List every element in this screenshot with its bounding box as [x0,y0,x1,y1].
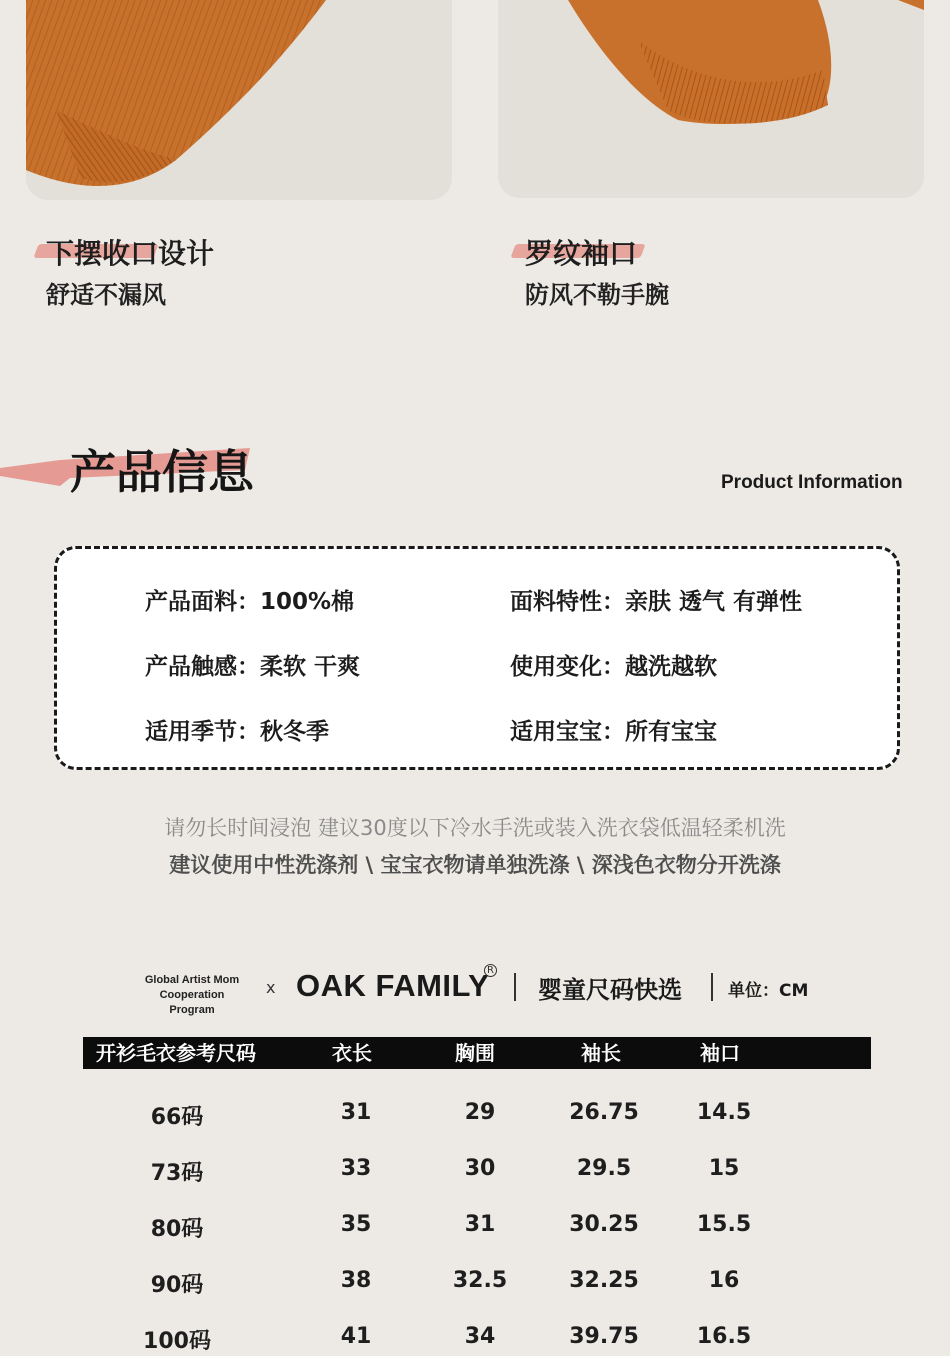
table-row [0,1212,950,1242]
cell-cuff: 15 [708,1156,740,1181]
brand-program-line-1: Global Artist Mom [144,974,240,986]
brand-program-label [138,973,246,1018]
brand-cross: x [266,978,276,997]
cell-length: 33 [340,1156,372,1181]
section-title: 产品信息 [70,445,254,499]
feature-cuff [475,230,950,320]
cell-sleeve: 29.5 [576,1156,632,1181]
cell-chest: 34 [464,1324,496,1349]
table-row [0,1324,950,1354]
info-baby: 适用宝宝：所有宝宝 [510,719,717,745]
cell-sleeve: 39.75 [569,1324,639,1349]
brand-program-line-2: Cooperation Program [159,989,225,1016]
unit-label: 单位：CM [728,981,809,1001]
cell-size: 66码 [150,1105,204,1130]
brand-logo-text: OAK FAMILY [296,968,490,1003]
cell-cuff: 14.5 [696,1100,752,1125]
info-touch: 产品触感：柔软 干爽 [145,654,361,680]
divider [514,973,516,1001]
feature-subtitle: 防风不勒手腕 [525,281,669,309]
cell-chest: 30 [464,1156,496,1181]
photo-hem-detail [26,0,452,200]
registered-mark-icon: R [484,964,497,977]
size-guide-title: 婴童尺码快选 [538,976,682,1004]
table-row [0,1268,950,1298]
feature-title: 罗纹袖口 [525,237,638,270]
cell-length: 38 [340,1268,372,1293]
cell-size: 73码 [150,1161,204,1186]
cell-length: 31 [340,1100,372,1125]
cell-length: 41 [340,1324,372,1349]
cell-size: 90码 [150,1273,204,1298]
cell-sleeve: 32.25 [569,1268,639,1293]
feature-title: 下摆收口设计 [46,237,215,270]
header-cuff: 袖口 [700,1041,740,1065]
cell-size: 100码 [143,1329,211,1354]
cell-cuff: 15.5 [696,1212,752,1237]
divider [711,973,713,1001]
table-row [0,1100,950,1130]
care-instructions-line-2: 建议使用中性洗涤剂 \ 宝宝衣物请单独洗涤 \ 深浅色衣物分开洗涤 [169,853,781,877]
feature-subtitle: 舒适不漏风 [46,281,166,309]
photo-cuff-detail [498,0,924,198]
care-instructions-line-1: 请勿长时间浸泡 建议30度以下冷水手洗或装入洗衣袋低温轻柔机洗 [164,816,786,840]
info-season: 适用季节：秋冬季 [145,719,329,745]
section-subtitle: Product Information [721,472,903,493]
cell-cuff: 16 [708,1268,740,1293]
cell-sleeve: 26.75 [569,1100,639,1125]
header-length: 衣长 [332,1041,372,1065]
feature-hem [0,230,475,320]
cell-chest: 31 [464,1212,496,1237]
cell-chest: 32.5 [452,1268,508,1293]
cell-cuff: 16.5 [696,1324,752,1349]
info-fabric-features: 面料特性：亲肤 透气 有弹性 [510,589,803,615]
cell-length: 35 [340,1212,372,1237]
table-row [0,1156,950,1186]
product-info-box [54,546,900,770]
header-sleeve: 袖长 [581,1041,621,1065]
cell-sleeve: 30.25 [569,1212,639,1237]
cell-size: 80码 [150,1217,204,1242]
info-fabric: 产品面料：100%棉 [145,589,355,615]
info-wash-change: 使用变化：越洗越软 [510,654,717,680]
cell-chest: 29 [464,1100,496,1125]
header-size: 开衫毛衣参考尺码 [96,1041,256,1065]
size-table-header [83,1037,871,1069]
header-chest: 胸围 [455,1041,495,1065]
